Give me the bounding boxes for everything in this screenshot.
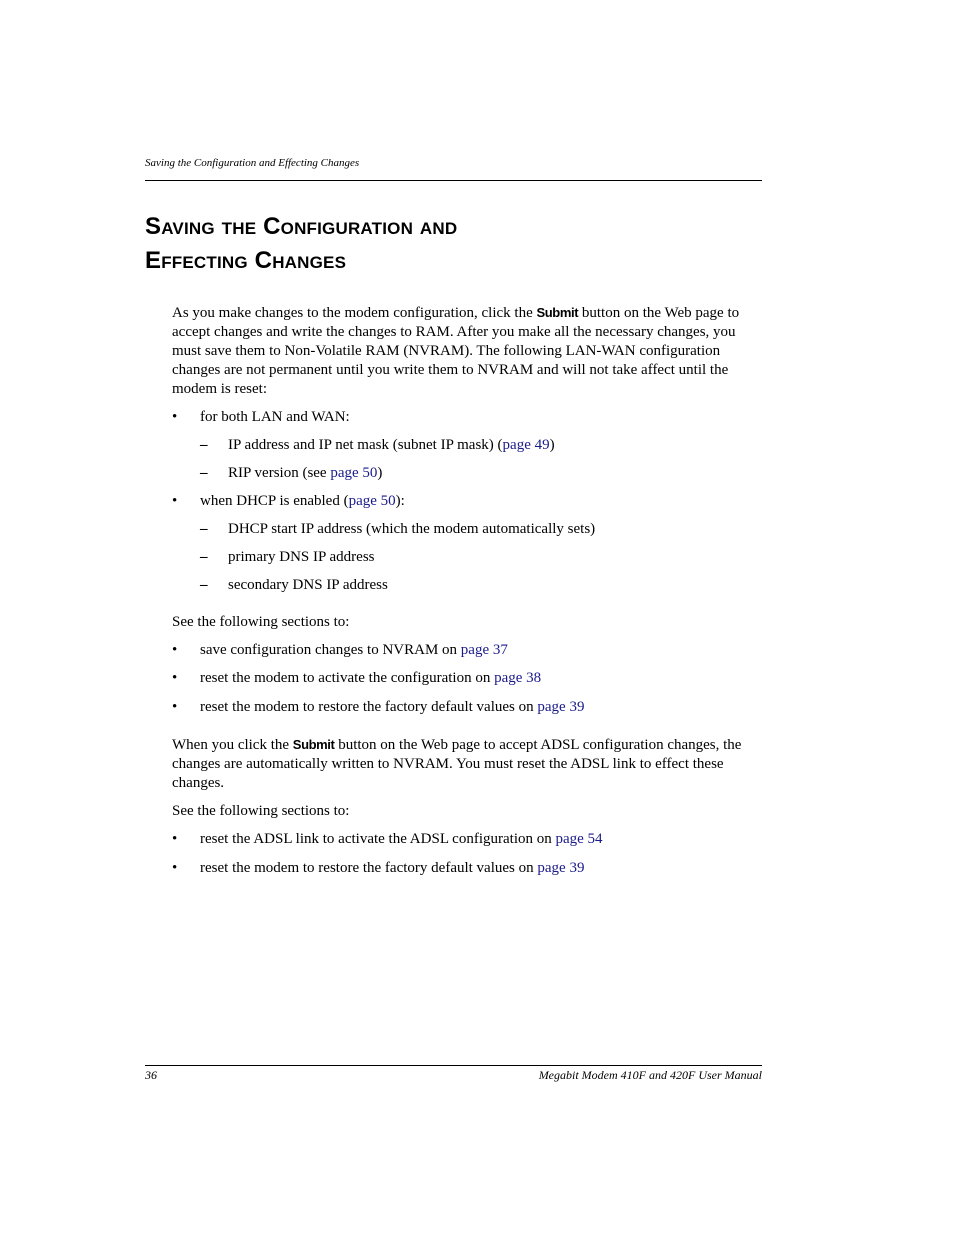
dash-icon: – bbox=[200, 521, 208, 537]
submit-keyword: Submit bbox=[536, 305, 579, 320]
section-title-line-1: Saving the Configuration and bbox=[145, 213, 458, 240]
config-change-list bbox=[172, 408, 762, 595]
page-link[interactable]: page 37 bbox=[460, 642, 508, 658]
intro-paragraph: As you make changes to the modem configuration, click the Submit button on the Web page to accept changes and write the changes to RAM. After you make all the necessary changes, you must save them to Non-Volatile RAM (NVRAM). The following LAN-WAN configuration changes are not permanent until you write them to NVRAM and will not take affect until the modem is reset: bbox=[172, 305, 740, 397]
dash-icon: – bbox=[200, 465, 208, 481]
list-item: • save configuration changes to NVRAM on page 37 bbox=[172, 642, 508, 658]
dash-icon: – bbox=[200, 437, 208, 453]
bullet-icon: • bbox=[172, 699, 178, 715]
list-item: • for both LAN and WAN: bbox=[172, 409, 350, 425]
dash-icon: – bbox=[200, 577, 208, 593]
section-title bbox=[145, 210, 457, 278]
bullet-icon: • bbox=[172, 409, 178, 425]
section-links-list bbox=[172, 641, 762, 717]
page-link[interactable]: page 50 bbox=[348, 493, 396, 509]
manual-title: Megabit Modem 410F and 420F User Manual bbox=[538, 1068, 762, 1082]
sub-list-item: – DHCP start IP address (which the modem automatically sets) bbox=[200, 521, 596, 537]
page-link[interactable]: page 49 bbox=[502, 437, 550, 453]
page-link[interactable]: page 39 bbox=[537, 699, 585, 715]
dash-icon: – bbox=[200, 549, 208, 565]
sub-list-item: – RIP version (see page 50) bbox=[200, 465, 383, 481]
running-header: Saving the Configuration and Effecting Changes bbox=[145, 157, 360, 169]
list-item: • reset the modem to activate the configuration on page 38 bbox=[172, 670, 542, 686]
bullet-icon: • bbox=[172, 642, 178, 658]
page-link[interactable]: page 39 bbox=[537, 860, 585, 876]
adsl-paragraph: When you click the Submit button on the Web page to accept ADSL configuration changes, the changes are automatically written to NVRAM. You must reset the ADSL link to effect these changes. bbox=[172, 737, 742, 791]
sub-list-item: – primary DNS IP address bbox=[200, 549, 375, 565]
bullet-icon: • bbox=[172, 493, 178, 509]
bullet-icon: • bbox=[172, 831, 178, 847]
footer-rule bbox=[145, 1065, 762, 1066]
list-item: • reset the modem to restore the factory default values on page 39 bbox=[172, 699, 585, 715]
see-following-1: See the following sections to: bbox=[172, 614, 350, 630]
header-rule bbox=[145, 180, 762, 181]
submit-keyword: Submit bbox=[292, 737, 335, 752]
list-item: • reset the ADSL link to activate the ADSL configuration on page 54 bbox=[172, 831, 603, 847]
list-item: • reset the modem to restore the factory default values on page 39 bbox=[172, 860, 585, 876]
adsl-links-list bbox=[172, 830, 762, 878]
body-text bbox=[172, 303, 762, 878]
bullet-icon: • bbox=[172, 670, 178, 686]
list-item: • when DHCP is enabled (page 50): bbox=[172, 493, 405, 509]
page-link[interactable]: page 50 bbox=[330, 465, 378, 481]
sub-list-item: – IP address and IP net mask (subnet IP mask) (page 49) bbox=[200, 437, 555, 453]
sub-list-item: – secondary DNS IP address bbox=[200, 577, 388, 593]
page-link[interactable]: page 38 bbox=[494, 670, 542, 686]
page-link[interactable]: page 54 bbox=[555, 831, 603, 847]
page-number: 36 bbox=[145, 1068, 157, 1082]
section-title-line-2: Effecting Changes bbox=[145, 247, 347, 274]
bullet-icon: • bbox=[172, 860, 178, 876]
see-following-2: See the following sections to: bbox=[172, 803, 350, 819]
